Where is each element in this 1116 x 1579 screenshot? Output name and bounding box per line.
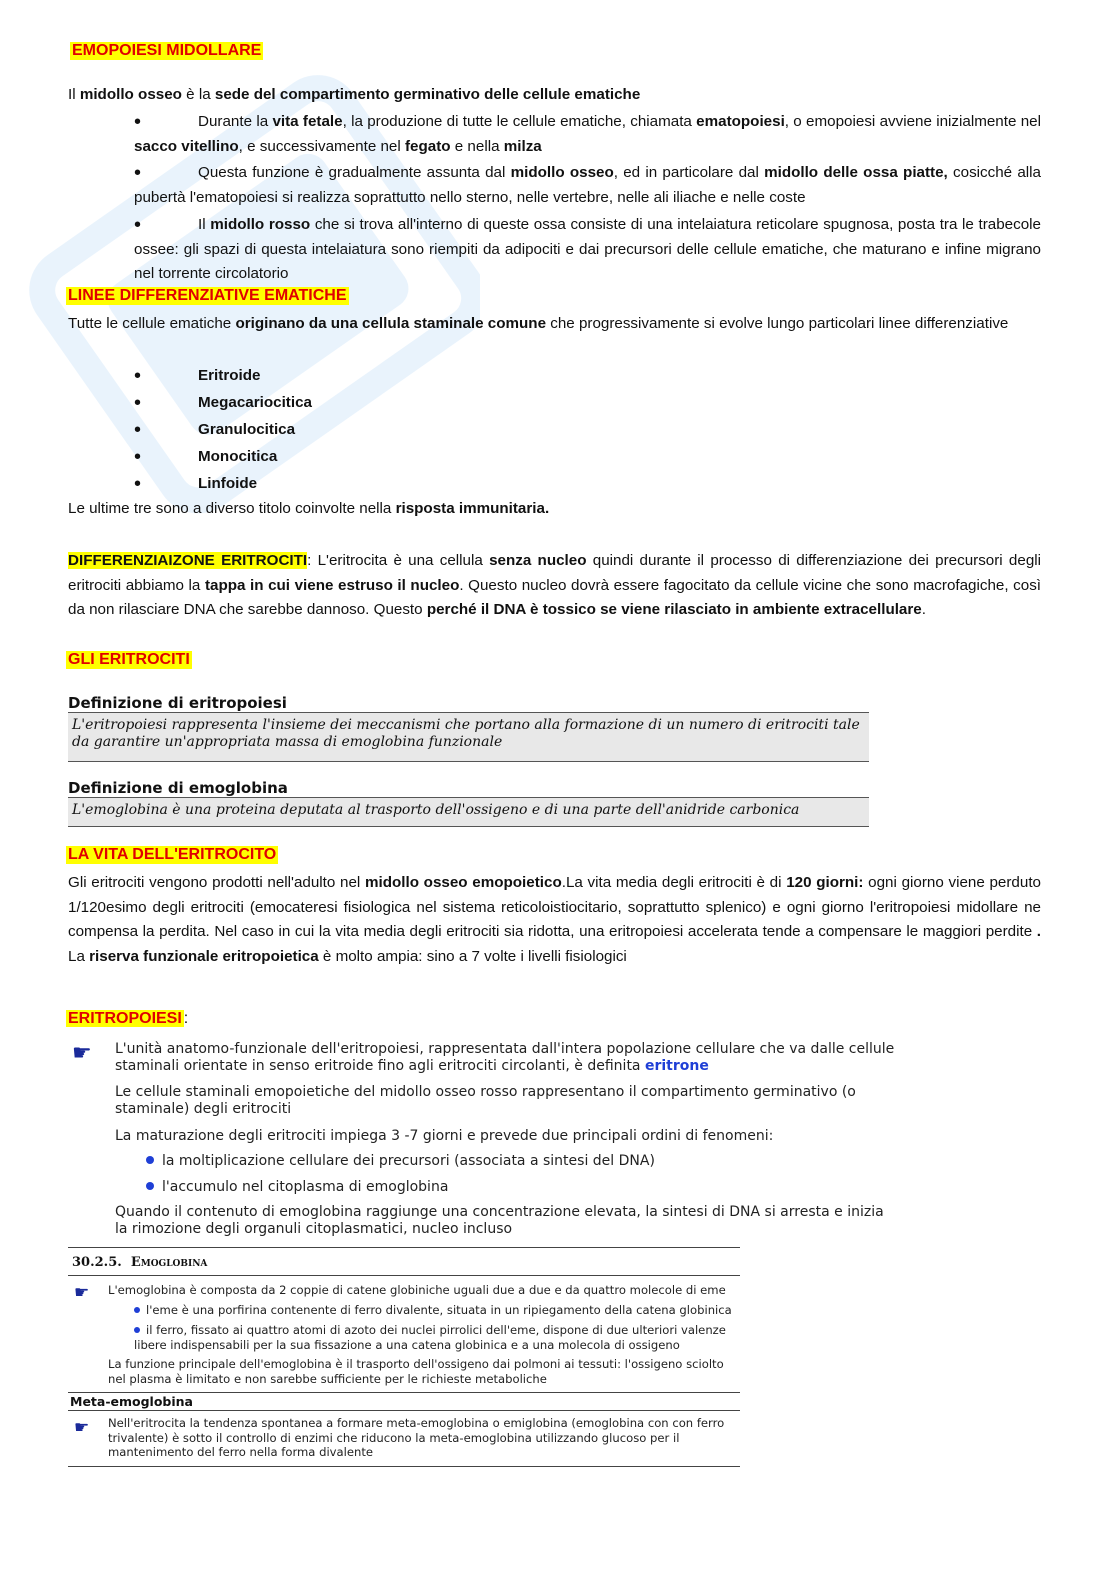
bullet-icon (134, 213, 198, 238)
paragraph-linee-intro: Tutte le cellule ematiche originano da una cellula staminale comune che progressivamente si evolve lungo particolari linee differenziative (68, 315, 1009, 332)
bullet-icon (134, 445, 198, 470)
bullet-icon (134, 391, 198, 416)
emoglobina-funzione: La funzione principale dell'emoglobina è il trasporto dell'ossigeno dai polmoni ai tessuti: l'ossigeno sciolto nel plasma è limitato e non sarebbe sufficiente per le richieste metaboliche (108, 1357, 724, 1386)
pointing-hand-icon: ☛ (74, 1418, 90, 1437)
section-number-title: 30.2.5. Emoglobina (72, 1255, 208, 1270)
paragraph-differenziazione-eritrociti: DIFFERENZIAIZONE ERITROCITI: L'eritrocita è una cellula senza nucleo quindi durante il processo di differenziazione dei precursori degli eritrociti abbiamo la tappa in cui viene estruso il nucleo. Questo nucleo dovrà essere fagocitato da cellule vicine che sono macrofagiche, così da non rilasciare DNA che sarebbe dannoso. Questo perché il DNA è tossico se viene rilasciato in ambiente extracellulare. (68, 552, 1042, 619)
emoglobina-bullet-ferro: il ferro, fissato ai quattro atomi di azoto dei nuclei pirrolici dell'eme, dispone di due ulteriori valenze libere indispensabili per la sua fissazione a una catena globinica e a una molecola di ossigeno (134, 1323, 726, 1352)
blue-bullet-icon (134, 1307, 140, 1313)
list-item-midollo-rosso: •Il midollo rosso che si trova all'interno di queste ossa consiste di una intelaiatura reticolare spugnosa, posta tra le trabecole ossee: gli spazi di questa intelaiatura sono riempiti da adipociti e dai precursori delle cellule ematiche, che maturano e infine migrano nel torrente circolatorio (134, 213, 1041, 287)
bullet-icon (134, 418, 198, 443)
emoglobina-composizione: L'emoglobina è composta da 2 coppie di catene globiniche uguali due a due e da quattro molecole di eme (108, 1283, 726, 1297)
bullet-icon (134, 364, 198, 389)
definition-box-eritropoiesi: L'eritropoiesi rappresenta l'insieme dei meccanismi che portano alla formazione di un numero di eritrociti tale da garantire un'appropriata massa di emoglobina funzionale (68, 712, 869, 762)
blue-bullet-icon (146, 1156, 154, 1164)
list-item-midollo-osseo: •Questa funzione è gradualmente assunta dal midollo osseo, ed in particolare dal midollo delle ossa piatte, cosicché alla pubertà l'ematopoiesi si realizza soprattutto nello sterno, nelle vertebre, nelle ali iliache e nelle coste (134, 161, 1041, 210)
eritropoiesi-paragraph-staminali: Le cellule staminali emopoietiche del midollo osseo rosso rappresentano il compartimento germinativo (o staminale) degli eritrociti (115, 1084, 856, 1117)
definition-box-emoglobina: L'emoglobina è una proteina deputata al trasporto dell'ossigeno e di una parte dell'anidride carbonica (68, 797, 869, 827)
meta-emoglobina-text: Nell'eritrocita la tendenza spontanea a formare meta-emoglobina o emiglobina (emoglobina con con ferro trivalente) è sotto il controllo di enzimi che riducono la meta-emoglobina utilizzando glucoso per il mantenimento del ferro nella forma divalente (108, 1416, 725, 1459)
list-item-monocitica: •Monocitica (134, 445, 1041, 470)
heading-gli-eritrociti: GLI ERITROCITI (68, 651, 190, 668)
eritropoiesi-paragraph-maturazione: La maturazione degli eritrociti impiega 3 -7 giorni e prevede due principali ordini di fenomeni: (115, 1128, 774, 1144)
eritropoiesi-bullet-moltiplicazione: la moltiplicazione cellulare dei precursori (associata a sintesi del DNA) (146, 1153, 886, 1170)
bullet-icon (134, 110, 198, 135)
divider (68, 1275, 740, 1276)
eritrone-term: eritrone (644, 1058, 709, 1074)
heading-linee-differenziative: LINEE DIFFERENZIATIVE EMATICHE (68, 287, 347, 304)
heading-differenziazione-eritrociti: DIFFERENZIAIZONE ERITROCITI (68, 552, 308, 569)
list-item-linfoide: •Linfoide (134, 472, 1041, 497)
blue-bullet-icon (146, 1182, 154, 1190)
divider (68, 1247, 740, 1248)
heading-emopoiesi-midollare: EMOPOIESI MIDOLLARE (72, 42, 262, 59)
definition-title-emoglobina: Definizione di emoglobina (68, 779, 288, 797)
paragraph-intro-midollo: Il midollo osseo è la sede del compartimento germinativo delle cellule ematiche (68, 86, 641, 103)
divider (68, 1410, 740, 1411)
list-item-vita-fetale: •Durante la vita fetale, la produzione di tutte le cellule ematiche, chiamata ematopoiesi, o emopoiesi avviene inizialmente nel sacco vitellino, e successivamente nel fegato e nella milza (134, 110, 1041, 159)
paragraph-vita-eritrocito: Gli eritrociti vengono prodotti nell'adulto nel midollo osseo emopoietico.La vita media degli eritrociti è di 120 giorni: ogni giorno viene perduto 1/120esimo degli eritrociti (emocateresi fisiologica nel sistema reticoloistiocitario, soprattutto splenico) e ogni giorno l'eritropoiesi midollare ne compensa la perdita. Nel caso in cui la vita media degli eritrociti sia ridotta, una eritropoiesi accelerata tende a compensare le maggiori perdite . La riserva funzionale eritropoietica è molto ampia: sino a 7 volte i livelli fisiologici (68, 874, 1041, 965)
list-item-megacariocitica: •Megacariocitica (134, 391, 1041, 416)
divider (68, 1392, 740, 1393)
divider (68, 1466, 740, 1467)
heading-eritropoiesi-row: ERITROPOIESI : (68, 1010, 189, 1027)
bullet-icon (134, 161, 198, 186)
bullet-icon (134, 472, 198, 497)
definition-title-eritropoiesi: Definizione di eritropoiesi (68, 694, 287, 712)
pointing-hand-icon: ☛ (72, 1040, 92, 1065)
heading-eritropoiesi: ERITROPOIESI (68, 1010, 182, 1027)
list-item-eritroide: •Eritroide (134, 364, 1041, 389)
paragraph-risposta-immunitaria: Le ultime tre sono a diverso titolo coinvolte nella risposta immunitaria. (68, 500, 550, 517)
pointing-hand-icon: ☛ (74, 1283, 90, 1302)
heading-vita-eritrocito: LA VITA DELL'ERITROCITO (68, 846, 277, 863)
blue-bullet-icon (134, 1327, 140, 1333)
eritropoiesi-paragraph-sintesi: Quando il contenuto di emoglobina raggiunge una concentrazione elevata, la sintesi di DNA si arresta e inizia la rimozione degli organuli citoplasmatici, nucleo incluso (115, 1204, 884, 1237)
eritropoiesi-paragraph-eritrone: L'unità anatomo-funzionale dell'eritropoiesi, rappresentata dall'intera popolazione cellulare che va dalle cellule staminali orientate in senso eritroide fino agli eritrociti circolanti, è definita eritrone (115, 1041, 895, 1074)
eritropoiesi-bullet-accumulo: l'accumulo nel citoplasma di emoglobina (146, 1179, 886, 1196)
list-item-granulocitica: •Granulocitica (134, 418, 1041, 443)
meta-emoglobina-title: Meta-emoglobina (70, 1394, 193, 1409)
emoglobina-bullet-eme: l'eme è una porfirina contenente di ferro divalente, situata in un ripiegamento della catena globinica (134, 1303, 734, 1318)
